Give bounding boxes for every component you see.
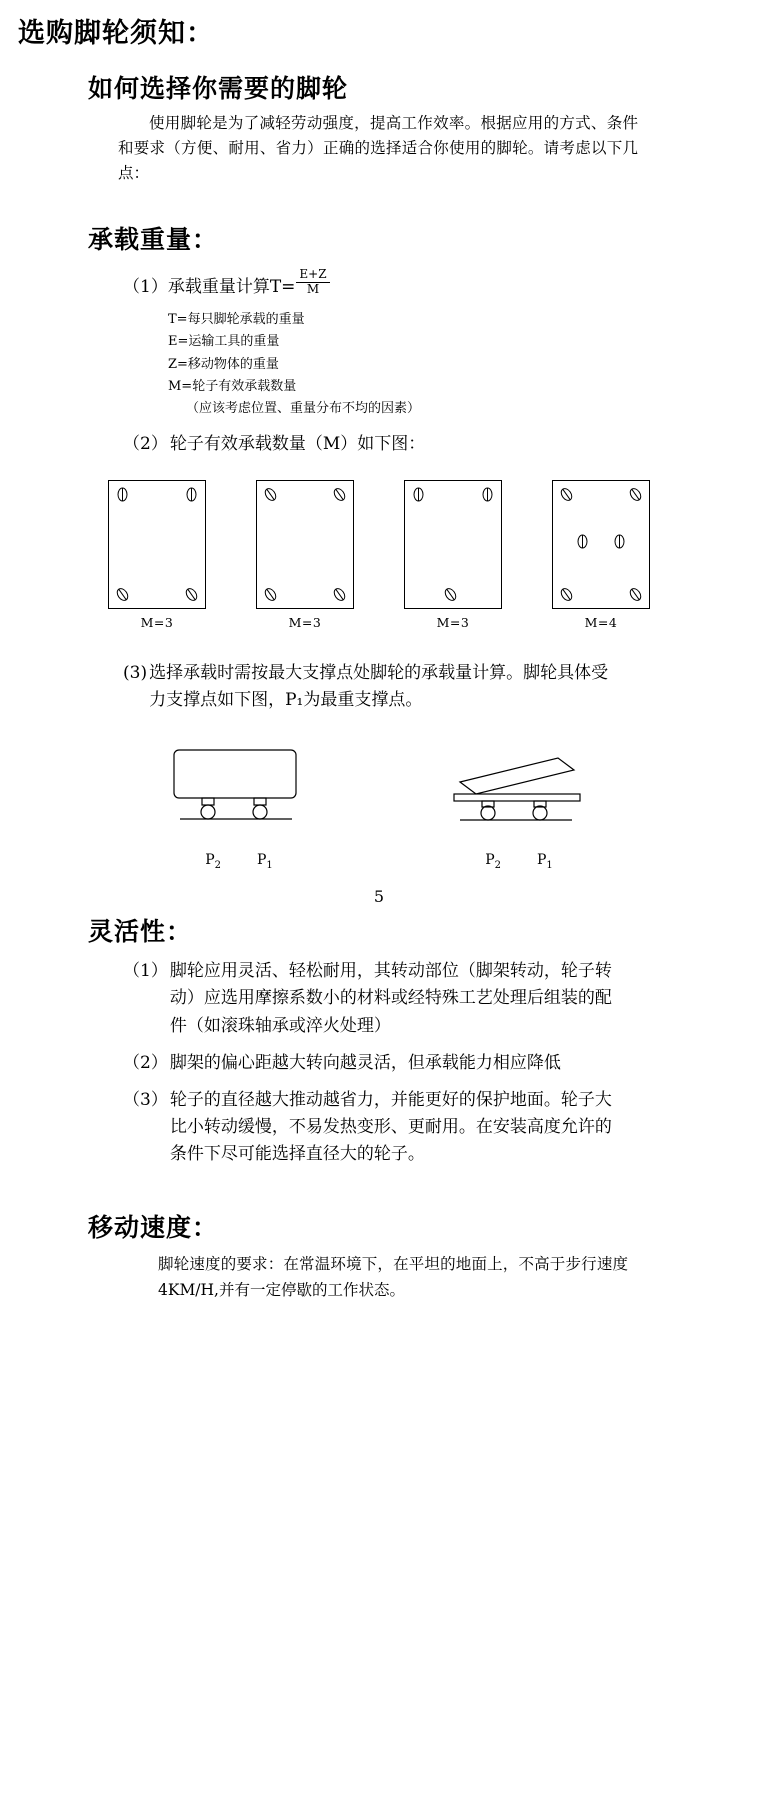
flexibility-item	[123, 958, 623, 1040]
section-paragraph-speed: 脚轮速度的要求：在常温环境下，在平坦的地面上，不高于步行速度4KM/H,并有一定停歇的工作状态。	[158, 1255, 628, 1299]
cart-body	[552, 480, 650, 609]
caster-wheel-icon	[628, 587, 643, 602]
definition-item: T=每只脚轮承载的重量	[168, 312, 305, 328]
definition-item: E=运输工具的重量	[168, 334, 280, 350]
caster-wheel-icon	[184, 587, 199, 602]
load-item3-text: 选择承载时需按最大支撑点处脚轮的承载量计算。脚轮具体受力支撑点如下图，P₁为最重支撑点。	[149, 663, 609, 711]
cart-label: M=3	[140, 615, 174, 630]
support-figure-tilted	[432, 740, 607, 871]
caster-wheel-icon	[628, 487, 643, 502]
section-heading-speed: 移动速度：	[88, 1213, 219, 1243]
caster-wheel-icon	[115, 487, 130, 502]
load-item1-number: （1）	[123, 277, 168, 298]
definition-item: Z=移动物体的重量	[168, 356, 279, 372]
support-figure-tilted-labels	[432, 852, 607, 871]
flexibility-item	[123, 1050, 623, 1077]
definition-note: （应该考虑位置、重量分布不均的因素）	[186, 401, 421, 417]
section-heading-howto: 如何选择你需要的脚轮	[88, 74, 349, 104]
caster-wheel-icon	[480, 487, 495, 502]
caster-wheel-icon	[263, 487, 278, 502]
caster-wheel-icon	[443, 587, 458, 602]
cart-diagram	[241, 480, 369, 630]
cart-diagram	[389, 480, 517, 630]
caster-wheel-icon	[184, 487, 199, 502]
load-formula-fraction	[296, 268, 329, 297]
caster-wheel-icon	[575, 534, 590, 549]
flexibility-item-number: （3）	[123, 1089, 168, 1110]
load-formula-line	[123, 267, 740, 299]
cart-body	[108, 480, 206, 609]
support-figure-flat	[152, 740, 327, 871]
flexibility-item-number: （2）	[123, 1052, 168, 1073]
section-heading-flexibility: 灵活性：	[88, 917, 193, 947]
load-item3-number: (3)	[123, 663, 148, 683]
caster-wheel-icon	[559, 587, 574, 602]
flexibility-item	[123, 1087, 623, 1169]
flexibility-item-number: （1）	[123, 961, 168, 982]
page-title: 选购脚轮须知：	[18, 18, 214, 49]
label-p1: $P_1$	[537, 852, 553, 872]
support-figure-tilted-drawing	[432, 740, 607, 850]
flexibility-item-text: 轮子的直径越大推动越省力，并能更好的保护地面。轮子大比小转动缓慢，不易发热变形、更耐用。在安装高度允许的条件下尽可能选择直径大的轮子。	[169, 1089, 612, 1165]
caster-wheel-icon	[559, 487, 574, 502]
page-number: 5	[373, 887, 385, 907]
caster-wheel-icon	[612, 534, 627, 549]
support-figure-flat-labels	[152, 852, 327, 871]
caster-wheel-icon	[332, 487, 347, 502]
section-paragraph-howto: 使用脚轮是为了减轻劳动强度，提高工作效率。根据应用的方式、条件和要求（方便、耐用、省力）正确的选择适合你使用的脚轮。请考虑以下几点：	[118, 114, 638, 183]
section-heading-load: 承载重量：	[88, 225, 219, 255]
flexibility-item-text: 脚架的偏心距越大转向越灵活，但承载能力相应降低	[169, 1052, 561, 1073]
formula-denominator: M	[306, 282, 320, 297]
load-item1-text: 承载重量计算T=	[167, 277, 296, 298]
label-p2: $P_2$	[485, 852, 501, 872]
cart-body	[256, 480, 354, 609]
cart-label: M=3	[288, 615, 322, 630]
cart-label: M=3	[436, 615, 470, 630]
cart-label: M=4	[584, 615, 618, 630]
cart-diagram	[537, 480, 665, 630]
formula-definitions	[168, 309, 740, 421]
cart-diagram	[93, 480, 221, 630]
support-point-figures	[18, 740, 740, 871]
label-p2: $P_2$	[205, 852, 221, 872]
flexibility-item-text: 脚轮应用灵活、轻松耐用，其转动部位（脚架转动，轮子转动）应选用摩擦系数小的材料或经特殊工艺处理后组装的配件（如滚珠轴承或淬火处理）	[169, 961, 612, 1036]
label-p1: $P_1$	[257, 852, 273, 872]
load-item-3	[123, 660, 623, 714]
cart-body	[404, 480, 502, 609]
support-figure-flat-drawing	[152, 740, 327, 850]
caster-wheel-icon	[332, 587, 347, 602]
caster-wheel-icon	[263, 587, 278, 602]
load-item-2	[123, 431, 623, 458]
load-item2-text: 轮子有效承载数量（M）如下图：	[169, 433, 426, 454]
load-item2-number: （2）	[123, 433, 168, 454]
cart-diagram-group	[18, 480, 740, 630]
caster-wheel-icon	[411, 487, 426, 502]
formula-numerator: E+Z	[299, 267, 327, 282]
caster-wheel-icon	[115, 587, 130, 602]
definition-item: M=轮子有效承载数量	[168, 379, 297, 395]
